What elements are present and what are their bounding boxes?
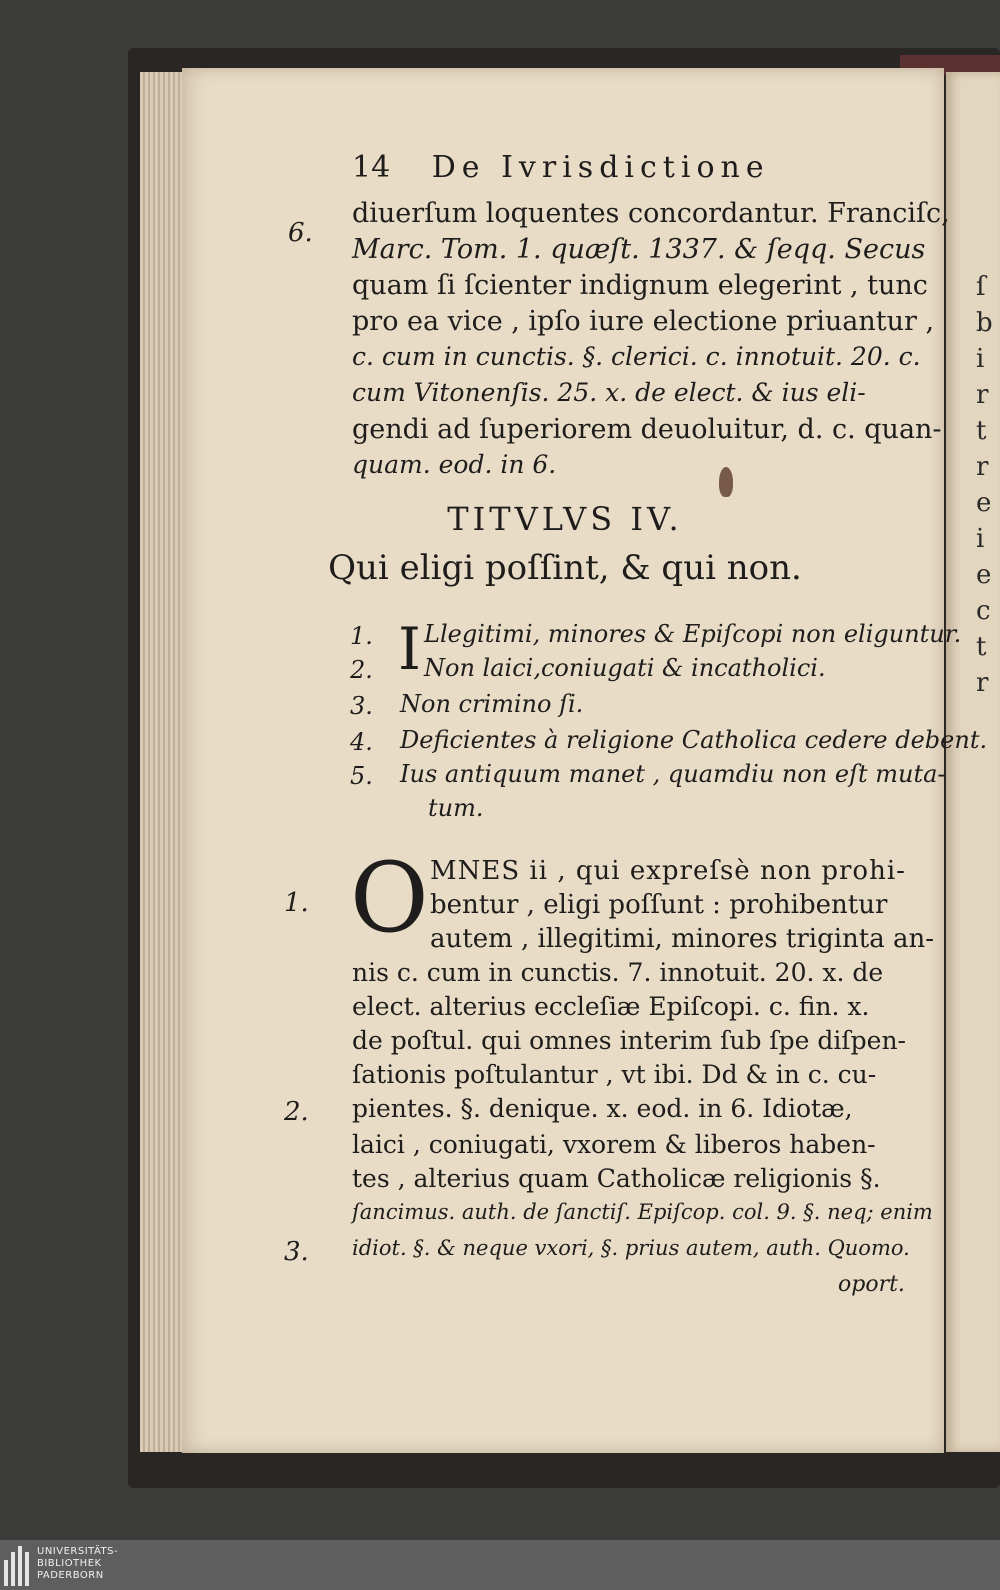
text-line: idiot. §. & neque vxori, §. prius autem, auth. Quomo.	[352, 1236, 910, 1260]
summary-item-text: Ius antiquum manet , quamdiu non eſt muta-	[400, 760, 946, 788]
text-line: ſancimus. auth. de ſanctiſ. Epiſcop. col. 9. §. neq; enim	[352, 1200, 933, 1224]
text-line: Marc. Tom. 1. quæſt. 1337. & ſeqq. Secus	[352, 234, 926, 265]
text-line: tes , alterius quam Catholicæ religionis §.	[352, 1164, 881, 1193]
summary-dropcap: I	[398, 615, 421, 683]
text-line: ſationis poſtulantur , vt ibi. Dd & in c. cu-	[352, 1060, 877, 1089]
summary-item-number: 5.	[350, 762, 373, 790]
text-line: pro ea vice , ipſo iure electione priuantur ,	[352, 306, 935, 337]
text-line: quam ſi ſcienter indignum elegerint , tunc	[352, 270, 928, 301]
text-line: bentur , eligi poſſunt : prohibentur	[430, 890, 888, 920]
page-number: 14	[352, 150, 391, 185]
margin-number-1: 1.	[284, 888, 309, 918]
logo-text: UNIVERSITÄTS- BIBLIOTHEK PADERBORN	[37, 1546, 119, 1581]
running-title: De Ivrisdictione	[431, 150, 770, 185]
body-dropcap: O	[350, 842, 429, 954]
summary-item-text: Deficientes à religione Catholica cedere debent.	[400, 726, 988, 754]
running-header	[352, 150, 770, 185]
text-line: de poſtul. qui omnes interim ſub ſpe diſpen-	[352, 1026, 907, 1055]
text-line: cum Vitonenſis. 25. x. de elect. & ius eli-	[352, 378, 866, 407]
footer-bar	[0, 1540, 1000, 1590]
summary-item-text: Llegitimi, minores & Epiſcopi non eliguntur.	[424, 620, 962, 648]
summary-item-text: Non laici,coniugati & incatholici.	[424, 654, 826, 682]
facing-page-edge: ſ b i r t r e i e c t r	[946, 72, 1000, 1452]
summary-item-number: 1.	[350, 622, 373, 650]
library-logo	[4, 1546, 118, 1586]
summary-item-number: 4.	[350, 728, 373, 756]
text-line: c. cum in cunctis. §. clerici. c. innotuit. 20. c.	[352, 342, 921, 371]
text-line: diuerſum loquentes concordantur. Franciſc,	[352, 198, 950, 229]
text-line: gendi ad ſuperiorem deuoluitur, d. c. quan-	[352, 414, 942, 445]
text-line: laici , coniugati, vxorem & liberos haben-	[352, 1130, 876, 1159]
page-edges	[140, 72, 188, 1452]
summary-item-number: 3.	[350, 692, 373, 720]
summary-item-text: Non crimino ſi.	[400, 690, 584, 718]
margin-number-3: 3.	[284, 1237, 309, 1267]
text-line: pientes. §. denique. x. eod. in 6. Idiotæ,	[352, 1094, 853, 1123]
text-line: autem , illegitimi, minores triginta an-	[430, 924, 935, 954]
margin-number-6: 6.	[288, 218, 313, 248]
text-line: elect. alterius eccleſiæ Epiſcopi. c. fin. x.	[352, 992, 870, 1021]
section-title: TITVLVS IV.	[447, 500, 683, 538]
section-subtitle: Qui eligi poſſint, & qui non.	[328, 548, 802, 588]
text-line: nis c. cum in cunctis. 7. innotuit. 20. x. de	[352, 958, 884, 987]
margin-number-2: 2.	[284, 1097, 309, 1127]
summary-item-continuation: tum.	[428, 794, 484, 822]
ink-ornament	[719, 467, 733, 497]
logo-icon	[4, 1546, 29, 1586]
catchword: oport.	[838, 1272, 905, 1297]
summary-item-number: 2.	[350, 656, 373, 684]
text-line: MNES ii , qui expreſsè non prohi-	[430, 856, 906, 886]
text-line: quam. eod. in 6.	[352, 450, 557, 479]
